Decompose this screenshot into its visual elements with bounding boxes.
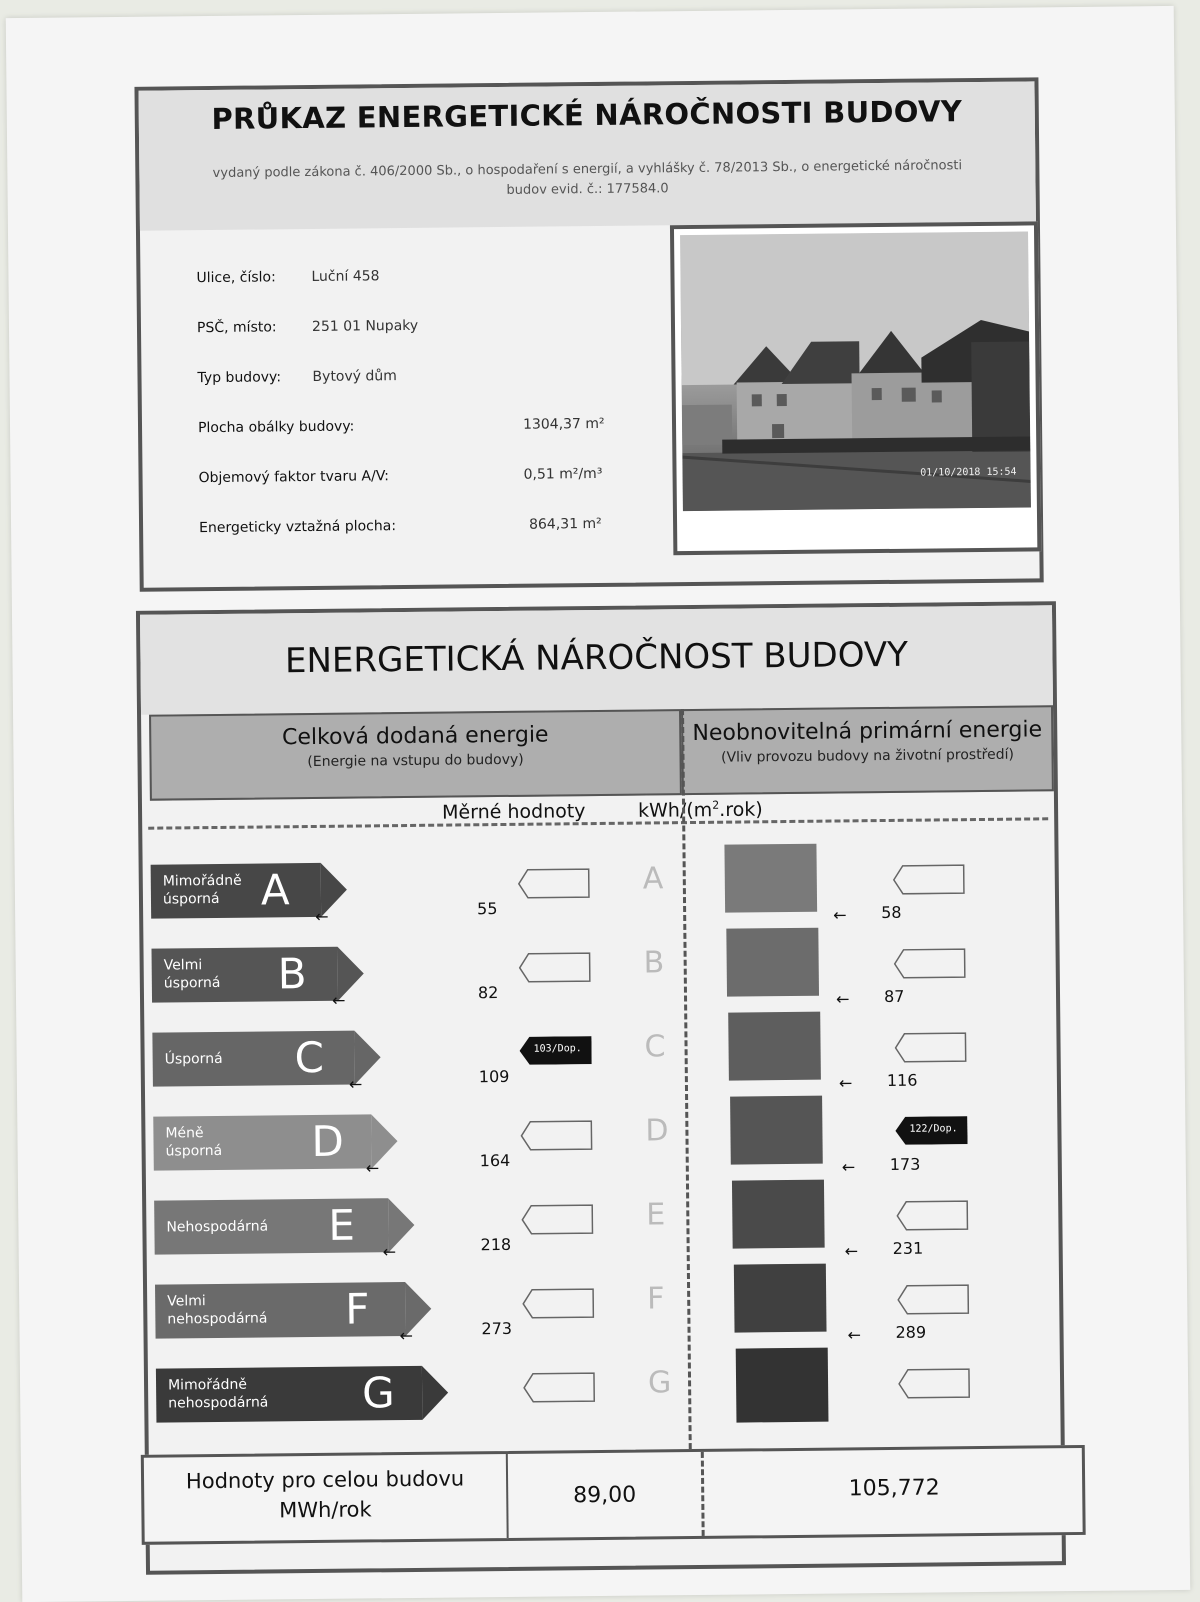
left-boundary-value: 218 xyxy=(480,1234,512,1255)
grade-label: Méně úsporná xyxy=(165,1125,223,1160)
field-value: 0,51 m²/m³ xyxy=(523,465,603,483)
left-rating-badge xyxy=(519,1036,591,1065)
grade-letter: F xyxy=(345,1284,370,1334)
grade-d xyxy=(153,1114,372,1170)
right-boundary-value: 231 xyxy=(892,1238,924,1258)
left-column-header xyxy=(149,709,682,801)
totals-unit: MWh/rok xyxy=(279,1497,372,1523)
left-header-title: Celková dodaná energie xyxy=(281,722,549,751)
totals-label: Hodnoty pro celou budovu xyxy=(185,1466,465,1494)
field-value: 251 01 Nupaky xyxy=(311,317,419,335)
middle-grade-letter: G xyxy=(647,1365,672,1401)
grade-letter: A xyxy=(260,865,290,915)
middle-grade-letter: C xyxy=(644,1029,666,1065)
certificate-title: PRŮKAZ ENERGETICKÉ NÁROČNOSTI BUDOVY xyxy=(211,94,963,137)
subtitle-line-2: budov evid. č.: 177584.0 xyxy=(506,181,669,198)
middle-grade-letter: D xyxy=(645,1113,669,1149)
right-boundary-value: 173 xyxy=(889,1154,921,1174)
grade-letter: D xyxy=(311,1116,345,1167)
left-boundary-value: 273 xyxy=(481,1318,513,1339)
grade-letter: G xyxy=(361,1368,395,1418)
grade-label: Mimořádně úsporná xyxy=(162,872,242,908)
left-empty-slot xyxy=(523,1372,593,1401)
unit-sup: 2 xyxy=(712,798,720,812)
grade-c xyxy=(152,1031,355,1087)
grade-label: Velmi nehospodárná xyxy=(167,1293,268,1328)
energy-rating-box xyxy=(136,601,1066,1575)
right-boundary-value: 289 xyxy=(895,1322,927,1342)
total-primary-energy: 105,772 xyxy=(848,1475,940,1502)
certificate-header-box xyxy=(134,77,1043,591)
right-empty-slot xyxy=(896,1200,966,1229)
field-value: 864,31 m² xyxy=(528,515,602,533)
grade-letter: E xyxy=(328,1200,356,1250)
boundary-arrow-icon: ← xyxy=(835,989,850,1009)
right-boundary-value: 116 xyxy=(886,1070,918,1090)
field-value: Luční 458 xyxy=(311,268,380,285)
field-label: Objemový faktor tvaru A/V: xyxy=(198,468,390,487)
grade-label: Nehospodárná xyxy=(166,1218,269,1236)
grade-label: Mimořádně nehospodárná xyxy=(167,1376,269,1412)
left-boundary-value: 55 xyxy=(476,899,498,919)
right-rating-badge xyxy=(895,1116,967,1145)
middle-grade-letter: B xyxy=(643,945,665,981)
field-value: Bytový dům xyxy=(312,368,397,385)
right-empty-slot xyxy=(894,1032,964,1061)
grade-e xyxy=(154,1198,389,1254)
right-boundary-value: 87 xyxy=(883,986,905,1007)
left-badge-text: 103/Dop. xyxy=(533,1043,582,1055)
boundary-arrow-icon: ← xyxy=(315,906,329,926)
right-grade-square-g xyxy=(736,1348,829,1423)
boundary-arrow-icon: ← xyxy=(399,1325,414,1346)
unit-label xyxy=(638,798,763,822)
right-grade-square-e xyxy=(732,1180,825,1249)
field-label: PSČ, místo: xyxy=(196,319,277,337)
right-grade-square-a xyxy=(724,844,817,913)
right-grade-square-c xyxy=(728,1012,821,1081)
photo-timestamp: 01/10/2018 15:54 xyxy=(920,466,1017,479)
boundary-arrow-icon: ← xyxy=(365,1158,380,1178)
right-empty-slot xyxy=(893,864,963,893)
right-grade-square-d xyxy=(730,1096,823,1165)
right-column-header xyxy=(681,705,1054,795)
field-label: Plocha obálky budovy: xyxy=(197,418,355,437)
middle-grade-letter: A xyxy=(642,861,664,897)
grade-letter: C xyxy=(294,1032,325,1083)
building-photo-frame xyxy=(670,221,1041,555)
grade-g xyxy=(156,1366,423,1423)
totals-right-cell xyxy=(704,1448,1085,1536)
right-badge-text: 122/Dop. xyxy=(909,1123,958,1135)
totals-table xyxy=(141,1445,1086,1545)
field-label: Typ budovy: xyxy=(197,369,282,387)
left-header-subtitle: (Energie na vstupu do budovy) xyxy=(307,751,524,771)
right-boundary-value: 58 xyxy=(881,902,902,923)
totals-left-cell xyxy=(508,1452,705,1538)
grade-a xyxy=(151,863,322,919)
boundary-arrow-icon: ← xyxy=(844,1241,859,1261)
left-empty-slot xyxy=(520,1120,590,1149)
grade-arrow-tip xyxy=(422,1366,449,1420)
left-boundary-value: 109 xyxy=(478,1066,510,1087)
right-empty-slot xyxy=(898,1368,968,1397)
left-empty-slot xyxy=(519,952,589,981)
field-label: Energeticky vztažná plocha: xyxy=(199,518,397,537)
field-value: 1304,37 m² xyxy=(522,415,605,433)
grade-b xyxy=(151,947,338,1003)
totals-label-cell xyxy=(144,1454,509,1542)
field-label: Ulice, číslo: xyxy=(196,269,276,287)
unit-post: .rok) xyxy=(719,798,763,822)
energy-title: ENERGETICKÁ NÁROČNOST BUDOVY xyxy=(284,634,909,682)
paper-sheet xyxy=(6,6,1191,1602)
right-header-title: Neobnovitelná primární energie xyxy=(692,717,1043,747)
right-empty-slot xyxy=(897,1284,967,1313)
boundary-arrow-icon: ← xyxy=(841,1157,856,1177)
boundary-arrow-icon: ← xyxy=(847,1325,862,1345)
grade-label: Velmi úsporná xyxy=(163,957,221,992)
left-empty-slot xyxy=(518,868,588,897)
boundary-arrow-icon: ← xyxy=(331,990,346,1010)
subtitle-line-1: vydaný podle zákona č. 406/2000 Sb., o hospodaření s energií, a vyhlášky č. 78/2013 Sb., o energetické náročnosti xyxy=(212,158,963,182)
grade-label: Úsporná xyxy=(164,1050,223,1068)
right-header-subtitle: (Vliv provozu budovy na životní prostředí) xyxy=(720,746,1015,766)
grade-letter: B xyxy=(277,949,307,999)
left-empty-slot xyxy=(522,1288,592,1317)
middle-grade-letter: E xyxy=(646,1197,666,1233)
total-delivered-energy: 89,00 xyxy=(573,1482,637,1509)
grade-f xyxy=(155,1282,406,1339)
boundary-arrow-icon: ← xyxy=(348,1074,363,1094)
specific-values-label: Měrné hodnoty xyxy=(441,800,586,824)
right-empty-slot xyxy=(894,948,964,977)
right-grade-square-b xyxy=(726,928,819,997)
left-empty-slot xyxy=(521,1204,591,1233)
building-photo xyxy=(680,231,1031,511)
right-grade-square-f xyxy=(734,1264,827,1333)
left-boundary-value: 164 xyxy=(479,1150,511,1171)
unit-pre: kWh/(m xyxy=(637,799,713,822)
boundary-arrow-icon: ← xyxy=(833,905,847,925)
left-boundary-value: 82 xyxy=(477,983,499,1003)
boundary-arrow-icon: ← xyxy=(382,1242,397,1262)
boundary-arrow-icon: ← xyxy=(838,1073,853,1093)
middle-grade-letter: F xyxy=(647,1281,665,1317)
